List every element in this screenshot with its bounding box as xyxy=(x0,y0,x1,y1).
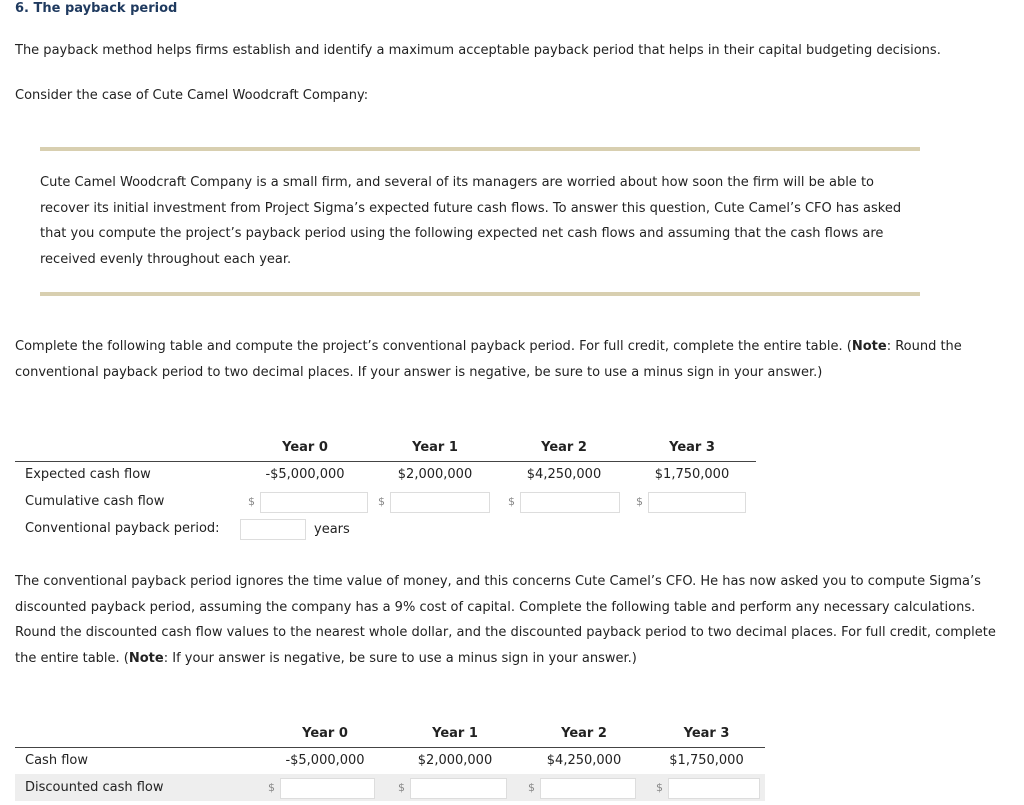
instructions-discounted: The conventional payback period ignores the time value of money, and this concerns Cute Camel’s CFO. He has now asked you to compute Sigma’s discounted payback period, assuming the company has a 9% cost of capital. Complete the following table and perform any necessary calculations. Round the discounted cash flow values to the nearest whole dollar, and the discounted payback period to two decimal places. For full credit, complete the entire table. (Note: If your answer is negative, be sure to use a minus sign in your answer.) xyxy=(15,574,996,666)
header-blank xyxy=(15,434,240,461)
header-year-0: Year 0 xyxy=(240,434,370,461)
table-row xyxy=(15,774,765,801)
intro-paragraph: The payback method helps firms establish and identify a maximum acceptable payback period that helps in their capital budgeting decisions. xyxy=(15,43,941,58)
discounted-cash-flow-year-1-input[interactable] xyxy=(410,778,507,799)
expected-cash-flow-year-3: $1,750,000 xyxy=(654,467,730,483)
dollar-sign: $ xyxy=(656,781,663,794)
box-top-divider xyxy=(40,147,920,151)
cash-flow-year-3: $1,750,000 xyxy=(669,753,744,769)
dollar-sign: $ xyxy=(636,495,643,508)
table-row xyxy=(15,515,756,542)
dollar-sign: $ xyxy=(508,495,515,508)
table-row xyxy=(15,488,756,515)
dollar-sign: $ xyxy=(268,781,275,794)
header-year-2: Year 2 xyxy=(500,434,628,461)
expected-cash-flow-year-0: -$5,000,000 xyxy=(265,467,345,483)
cash-flow-year-0: -$5,000,000 xyxy=(285,753,365,769)
header-year-2: Year 2 xyxy=(520,720,648,747)
case-description: Cute Camel Woodcraft Company is a small firm, and several of its managers are worried about how soon the firm will be able to recover its initial investment from Project Sigma’s expected future cash flows. To answer this question, Cute Camel’s CFO has asked that you compute the project’s payback period using the following expected net cash flows and assuming that the cash flows are received evenly throughout each year. xyxy=(40,175,902,267)
conventional-payback-table xyxy=(15,434,756,542)
note-label: Note xyxy=(128,650,164,666)
discounted-cash-flow-year-0-input[interactable] xyxy=(280,778,375,799)
row-label-cumulative-cash-flow: Cumulative cash flow xyxy=(25,494,165,509)
note-label: Note xyxy=(851,339,887,354)
discounted-cash-flow-year-2-input[interactable] xyxy=(540,778,636,799)
header-year-1: Year 1 xyxy=(370,434,500,461)
cumulative-cash-flow-year-2-input[interactable] xyxy=(520,492,620,513)
row-label-expected-cash-flow: Expected cash flow xyxy=(25,467,151,483)
header-year-1: Year 1 xyxy=(390,720,520,747)
cumulative-cash-flow-year-1-input[interactable] xyxy=(390,492,490,513)
row-label-discounted-cash-flow: Discounted cash flow xyxy=(15,774,260,801)
dollar-sign: $ xyxy=(398,781,405,794)
expected-cash-flow-year-1: $2,000,000 xyxy=(397,467,473,483)
dollar-sign: $ xyxy=(248,495,255,508)
header-year-3: Year 3 xyxy=(648,720,765,747)
dollar-sign: $ xyxy=(528,781,535,794)
cumulative-cash-flow-year-3-input[interactable] xyxy=(648,492,746,513)
case-line: Consider the case of Cute Camel Woodcraft Company: xyxy=(15,88,369,103)
section-title: 6. The payback period xyxy=(15,1,178,16)
dollar-sign: $ xyxy=(378,495,385,508)
header-year-3: Year 3 xyxy=(628,434,756,461)
expected-cash-flow-year-2: $4,250,000 xyxy=(526,467,602,483)
instructions-conventional: Complete the following table and compute the project’s conventional payback period. For full credit, complete the entire table. (Note: Round the conventional payback period to two decimal places. If your answer is negative, be sure to use a minus sign in your answer.) xyxy=(15,339,962,380)
row-label-conventional-payback: Conventional payback period: xyxy=(25,521,220,536)
years-unit: years xyxy=(314,522,350,537)
row-label-cash-flow: Cash flow xyxy=(25,753,88,769)
header-blank xyxy=(15,720,260,747)
discounted-payback-table xyxy=(15,720,765,801)
conventional-payback-period-input[interactable] xyxy=(240,519,306,540)
cumulative-cash-flow-year-0-input[interactable] xyxy=(260,492,368,513)
table-row xyxy=(15,461,756,488)
table-row xyxy=(15,747,765,774)
cash-flow-year-1: $2,000,000 xyxy=(417,753,493,769)
header-year-0: Year 0 xyxy=(260,720,390,747)
discounted-cash-flow-year-3-input[interactable] xyxy=(668,778,760,799)
cash-flow-year-2: $4,250,000 xyxy=(546,753,622,769)
box-bottom-divider xyxy=(40,292,920,296)
